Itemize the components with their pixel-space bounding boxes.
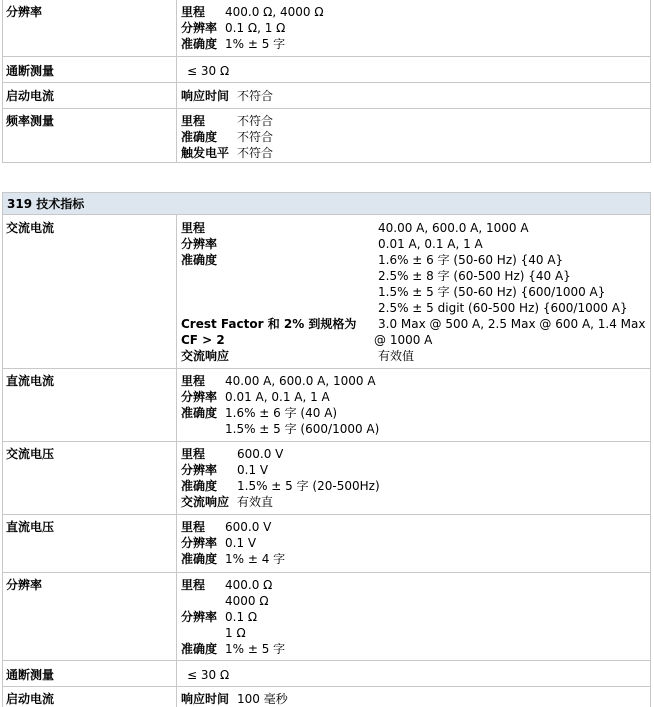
row-label: 交流电流 [6,221,55,235]
resolution-value: 0.01 A, 0.1 A, 1 A [225,390,330,404]
ac-response-value: 有效直 [237,495,274,509]
range-key: 里程 [181,447,206,461]
response-time-value: 100 毫秒 [237,692,288,706]
range-value: 400.0 Ω [225,578,273,592]
resolution-key: 分辨率 [181,237,218,251]
resolution-value: 0.1 Ω, 1 Ω [225,21,286,35]
accuracy-value: 1% ± 5 字 [225,37,286,51]
accuracy-key: 准确度 [181,253,218,267]
resolution-value: 0.1 Ω [225,610,258,624]
accuracy-value: 1.6% ± 6 字 (50-60 Hz) {40 A} [378,253,564,267]
range-key: 里程 [181,374,206,388]
accuracy-key: 准确度 [181,479,218,493]
response-time-value: 不符合 [237,89,274,103]
row-label: 直流电流 [6,374,55,388]
ac-response-key: 交流响应 [181,349,230,363]
row-label: 启动电流 [6,89,55,103]
crest-factor-key: CF > 2 [181,333,225,347]
table-row [2,56,651,82]
accuracy-value: 1.5% ± 5 字 (20-500Hz) [237,479,380,493]
row-label: 启动电流 [6,692,55,706]
range-value: 不符合 [237,114,274,128]
resolution-key: 分辨率 [181,21,218,35]
row-label: 分辨率 [6,578,43,592]
row-label: 频率测量 [6,114,55,128]
range-value: 600.0 V [237,447,284,461]
accuracy-key: 准确度 [181,406,218,420]
resolution-key: 分辨率 [181,610,218,624]
table-row [2,215,651,368]
range-value: 4000 Ω [225,594,269,608]
resolution-value: 0.1 V [225,536,257,550]
range-key: 里程 [181,221,206,235]
resolution-value: 0.01 A, 0.1 A, 1 A [378,237,483,251]
accuracy-key: 准确度 [181,642,218,656]
ac-response-key: 交流响应 [181,495,230,509]
range-value: 400.0 Ω, 4000 Ω [225,5,324,19]
accuracy-key: 准确度 [181,130,218,144]
resolution-value: 1 Ω [225,626,246,640]
row-label: 直流电压 [6,520,55,534]
resolution-value: 0.1 V [237,463,269,477]
ac-response-value: 有效值 [378,349,415,363]
crest-factor-value: 3.0 Max @ 500 A, 2.5 Max @ 600 A, 1.4 Max [378,317,646,331]
table-row [2,514,651,572]
row-label: 通断测量 [6,668,55,682]
crest-factor-value: @ 1000 A [374,333,433,347]
accuracy-value: 不符合 [237,130,274,144]
range-value: 40.00 A, 600.0 A, 1000 A [225,374,376,388]
resolution-key: 分辨率 [181,536,218,550]
table-row [2,0,651,56]
table-row [2,108,651,163]
spec-319-header: 319 技术指标 [2,192,651,215]
table-row [2,660,651,686]
resolution-key: 分辨率 [181,390,218,404]
row-label: 交流电压 [6,447,55,461]
accuracy-key: 准确度 [181,37,218,51]
accuracy-value: 1.5% ± 5 字 (600/1000 A) [225,422,380,436]
accuracy-value: 1.6% ± 6 字 (40 A) [225,406,338,420]
accuracy-value: 1% ± 5 字 [225,642,286,656]
accuracy-value: 1% ± 4 字 [225,552,286,566]
accuracy-value: 2.5% ± 5 digit (60-500 Hz) {600/1000 A} [378,301,628,315]
table-row [2,686,651,707]
accuracy-value: 1.5% ± 5 字 (50-60 Hz) {600/1000 A} [378,285,606,299]
accuracy-key: 准确度 [181,552,218,566]
trigger-level-key: 触发电平 [181,146,230,160]
table-row [2,368,651,441]
response-time-key: 响应时间 [181,692,230,706]
range-key: 里程 [181,114,206,128]
continuity-value: ≤ 30 Ω [187,64,230,78]
resolution-key: 分辨率 [181,463,218,477]
row-label: 通断测量 [6,64,55,78]
accuracy-value: 2.5% ± 8 字 (60-500 Hz) {40 A} [378,269,571,283]
table-row [2,82,651,108]
range-value: 40.00 A, 600.0 A, 1000 A [378,221,529,235]
row-label: 分辨率 [6,5,43,19]
continuity-value: ≤ 30 Ω [187,668,230,682]
range-key: 里程 [181,520,206,534]
range-key: 里程 [181,578,206,592]
table-row [2,441,651,514]
table-row [2,572,651,660]
response-time-key: 响应时间 [181,89,230,103]
range-value: 600.0 V [225,520,272,534]
range-key: 里程 [181,5,206,19]
crest-factor-key: Crest Factor 和 2% 到规格为 [181,317,357,331]
trigger-level-value: 不符合 [237,146,274,160]
